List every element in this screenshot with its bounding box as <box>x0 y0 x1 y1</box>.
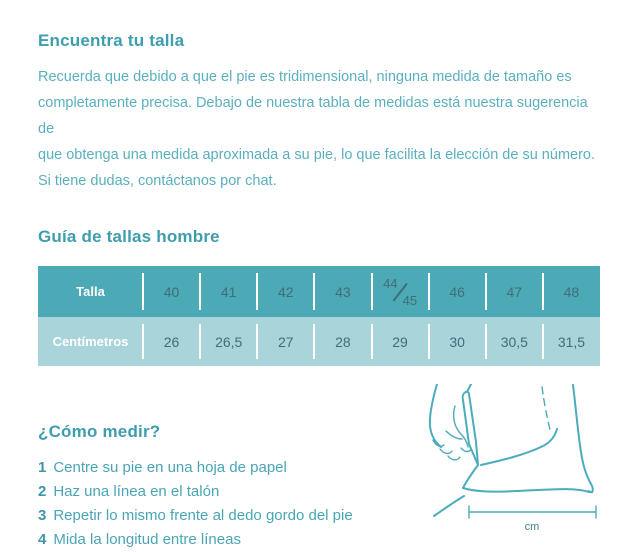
size-table-row-centimetros <box>38 317 600 366</box>
hand-arm-outline <box>430 384 441 447</box>
step-text: Centre su pie en una hoja de papel <box>53 459 287 476</box>
step-number: 1 <box>38 459 47 476</box>
intro-line: Recuerda que debido a que el pie es tridimensional, ninguna medida de tamaño es <box>38 69 572 85</box>
row-label-talla: Talla <box>76 284 105 299</box>
size-table-row-talla <box>38 266 600 317</box>
step-number: 2 <box>38 483 47 500</box>
foot-sole-outline <box>463 488 589 492</box>
intro-line: que obtenga una medida aproximada a su pie, lo que facilita la elección de su número. <box>38 147 596 163</box>
cm-value-cell: 26 <box>143 317 200 366</box>
dimension-line <box>469 506 596 518</box>
hand-finger-bump <box>448 456 460 460</box>
cm-value-cell: 28 <box>314 317 371 366</box>
step-text: Mida la longitud entre líneas <box>53 531 241 548</box>
intro-line: completamente precisa. Debajo de nuestra tabla de medidas está nuestra sugerencia de <box>38 95 588 137</box>
pencil-mark-line <box>434 496 464 516</box>
size-value-cell: 40 <box>143 266 200 317</box>
intro-paragraph <box>38 64 605 194</box>
cm-value-cell: 30,5 <box>486 317 543 366</box>
mens-size-guide-heading: Guía de tallas hombre <box>38 227 220 246</box>
cm-value-cell: 27 <box>257 317 314 366</box>
hand-finger-bump <box>440 449 452 453</box>
ankle-front-sketch-line <box>542 387 551 434</box>
foot-measure-illustration <box>403 384 603 536</box>
split-size-value: 44 45 <box>383 275 418 308</box>
cm-value-cell: 26,5 <box>200 317 257 366</box>
size-table <box>38 266 600 366</box>
intro-line: Si tiene dudas, contáctanos por chat. <box>38 173 277 189</box>
find-your-size-heading: Encuentra tu talla <box>38 31 185 50</box>
cm-value-cell: 29 <box>372 317 429 366</box>
size-value-cell <box>372 266 429 317</box>
size-value-cell: 48 <box>543 266 600 317</box>
cm-unit-label: cm <box>524 521 540 533</box>
size-value-cell: 47 <box>486 266 543 317</box>
foot-tracing-drawing <box>403 384 603 536</box>
cm-value-cell: 31,5 <box>543 317 600 366</box>
heel-leg-outline <box>573 385 593 492</box>
hand-fingertip <box>461 448 471 452</box>
size-value-cell: 42 <box>257 266 314 317</box>
how-to-measure-heading: ¿Cómo medir? <box>38 422 161 441</box>
size-value-cell: 43 <box>314 266 371 317</box>
step-text: Repetir lo mismo frente al dedo gordo del pie <box>53 507 353 524</box>
cm-value-cell: 30 <box>429 317 486 366</box>
foot-top-outline <box>481 429 557 465</box>
size-value-cell: 41 <box>200 266 257 317</box>
row-label-centimetros: Centímetros <box>52 334 129 349</box>
step-number: 3 <box>38 507 47 524</box>
step-text: Haz una línea en el talón <box>53 483 220 500</box>
size-value-cell: 46 <box>429 266 486 317</box>
step-number: 4 <box>38 531 47 548</box>
pen-icon <box>463 392 478 465</box>
foot-toe-outline <box>463 465 478 488</box>
